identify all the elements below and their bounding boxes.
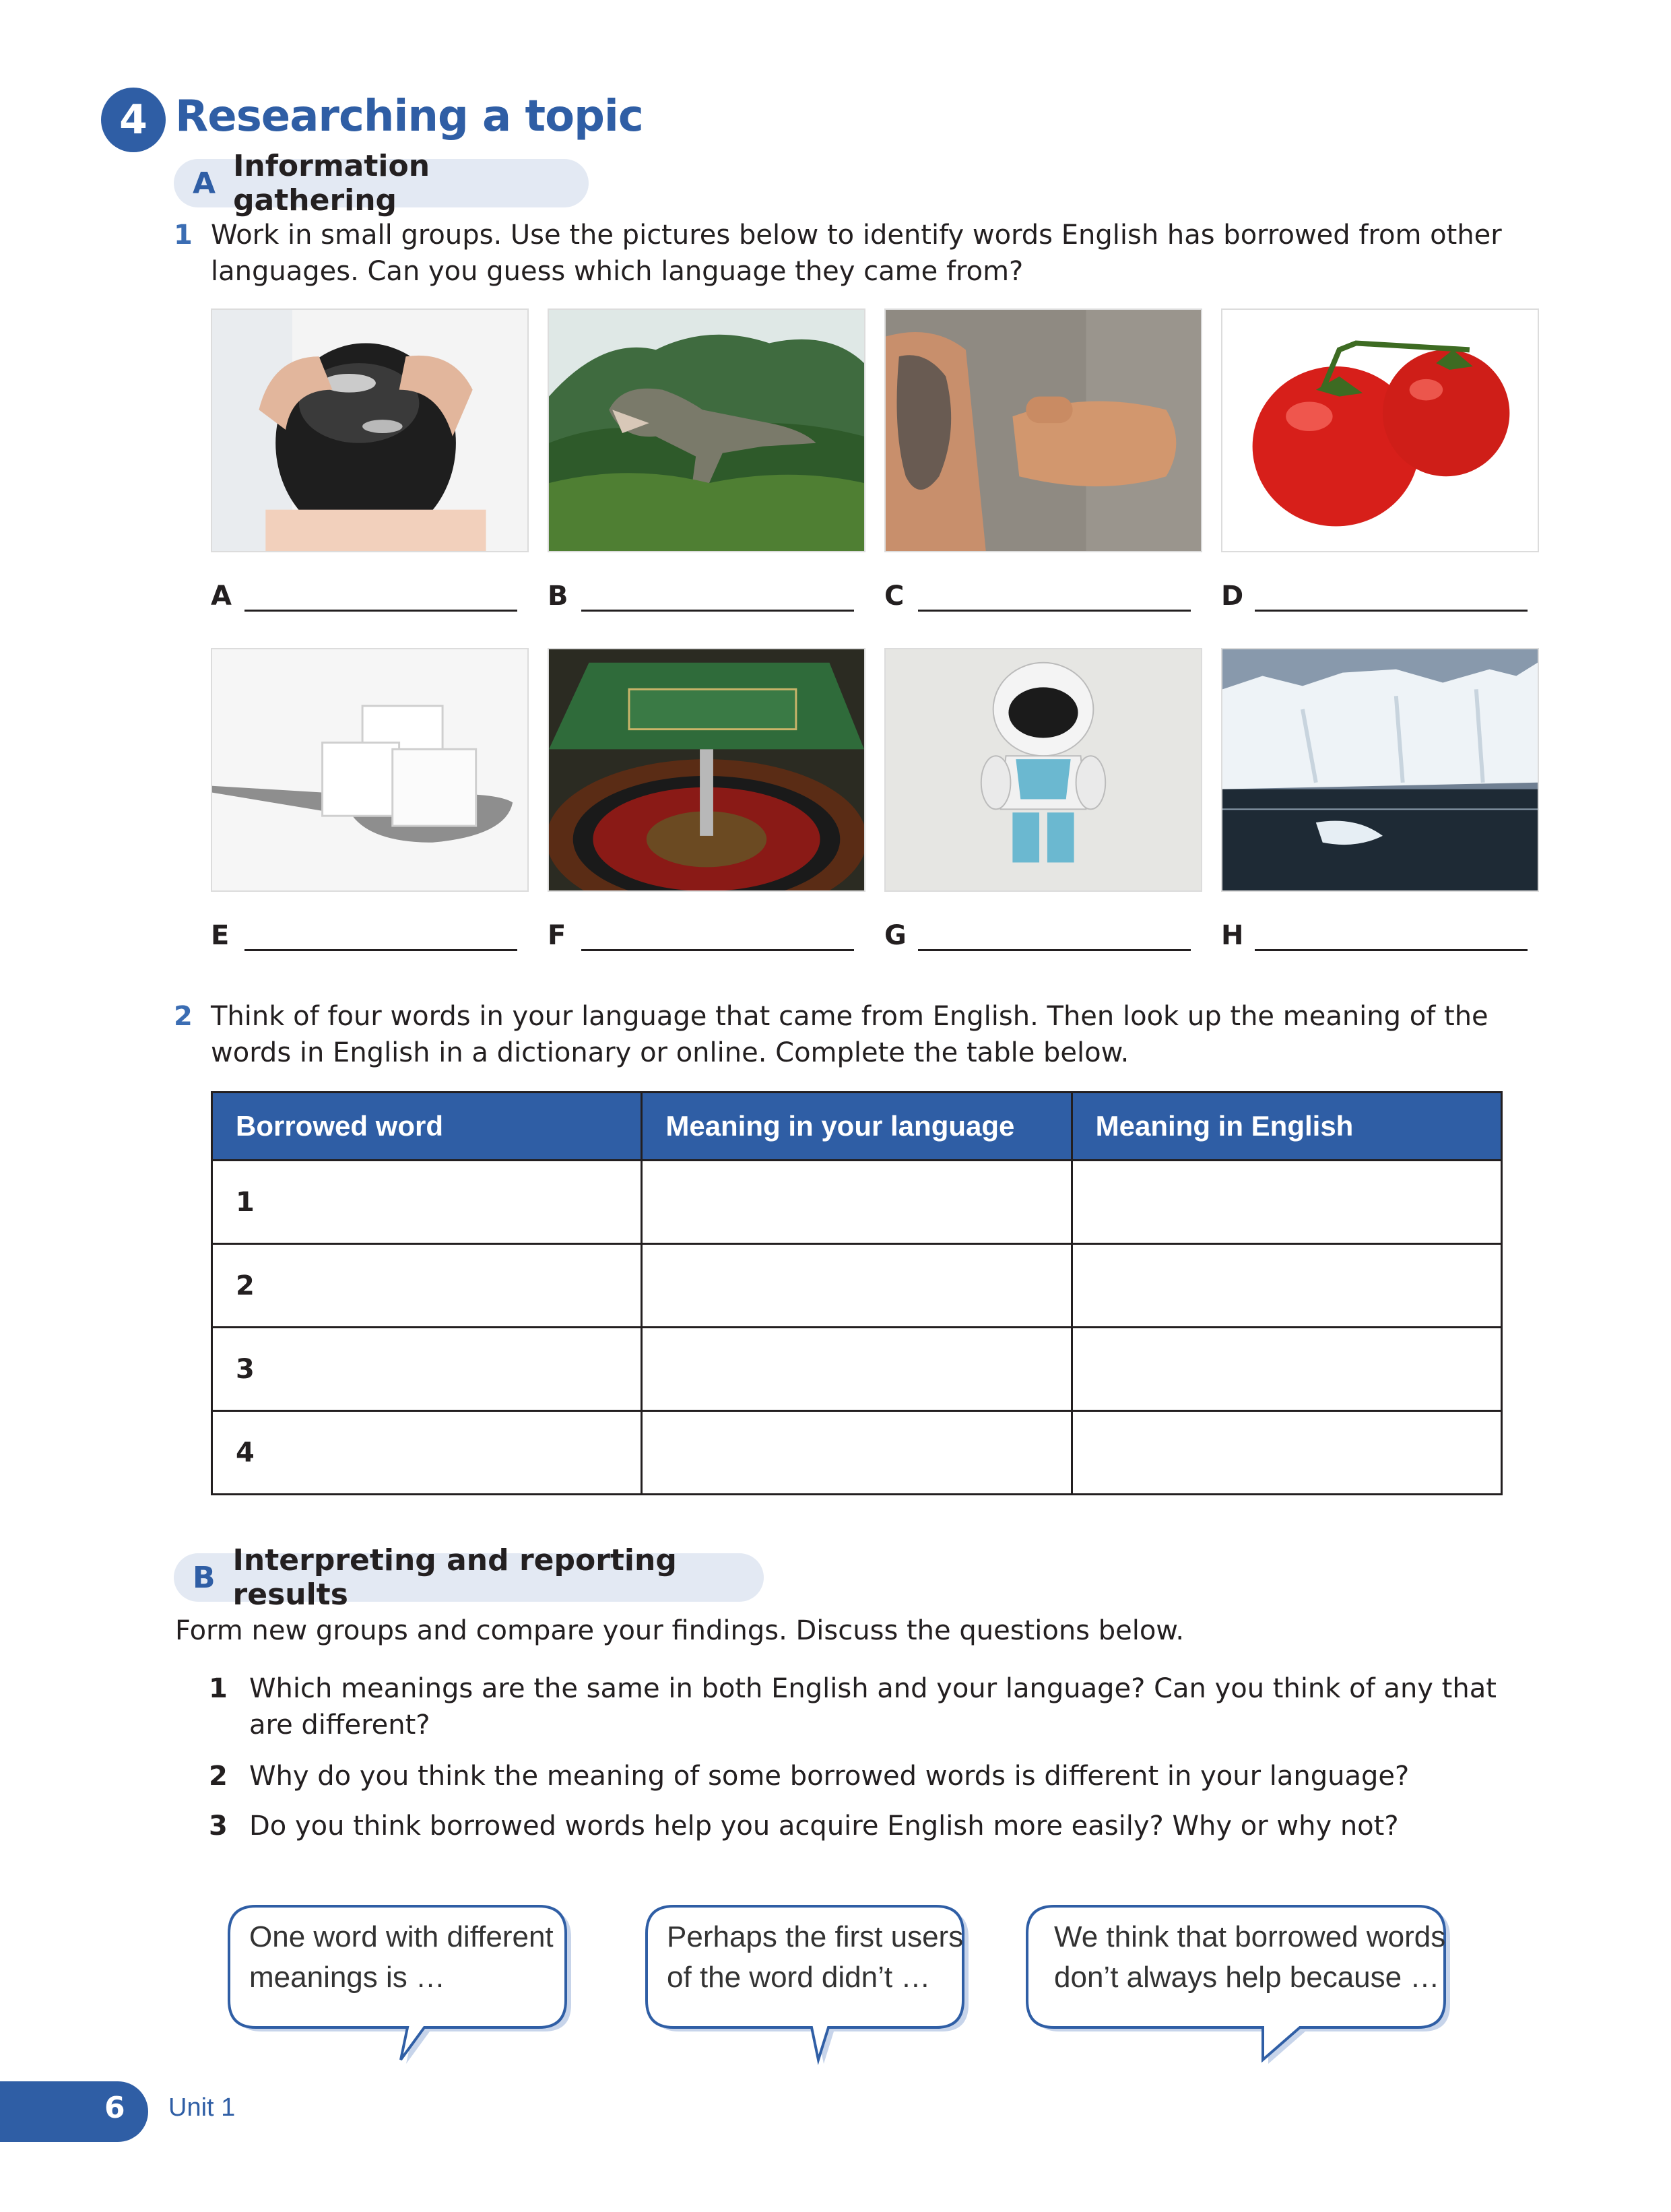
picture-letter: C [884, 581, 905, 612]
table-cell[interactable] [642, 1244, 1072, 1328]
table-cell[interactable] [1072, 1328, 1501, 1411]
page-number: 6 [104, 2091, 125, 2125]
blank-line[interactable] [581, 925, 854, 951]
picture-e-sugar [211, 648, 529, 892]
question-line: Which meanings are the same in both English and your language? Can you think of any that [249, 1673, 1497, 1704]
answer-line-b[interactable] [548, 578, 854, 612]
blank-line[interactable] [581, 585, 854, 612]
picture-f-roulette [548, 648, 865, 892]
picture-c-tattoo [884, 308, 1202, 552]
unit-label: Unit 1 [168, 2093, 236, 2122]
question-1 [209, 1670, 1529, 1745]
bubble-line: Perhaps the first users [667, 1920, 964, 1953]
section-title: Researching a topic [175, 92, 643, 141]
picture-g-robot [884, 648, 1202, 892]
speech-bubble-3 [1054, 1917, 1445, 1998]
table-cell[interactable] [1072, 1161, 1501, 1244]
part-letter: A [193, 166, 216, 201]
picture-b-dinosaur [548, 308, 865, 552]
question-number: 1 [209, 1673, 228, 1704]
picture-letter: A [211, 581, 232, 612]
part-title: Interpreting and reporting results [232, 1543, 677, 1612]
instruction-line: words in English in a dictionary or online. Complete the table below. [211, 1037, 1129, 1068]
table-cell[interactable] [642, 1411, 1072, 1495]
picture-letter: D [1221, 581, 1244, 612]
picture-h-iceberg [1221, 648, 1539, 892]
bubble-line: don’t always help because … [1054, 1961, 1440, 1994]
table-row [212, 1411, 1502, 1495]
table-row [212, 1328, 1502, 1411]
table-cell[interactable] [642, 1161, 1072, 1244]
page-number-tab [0, 2081, 148, 2142]
table-cell[interactable] [642, 1328, 1072, 1411]
blank-line[interactable] [244, 925, 517, 951]
answer-line-g[interactable] [884, 917, 1191, 951]
answer-line-e[interactable] [211, 917, 517, 951]
blank-line[interactable] [244, 585, 517, 612]
question-line: are different? [249, 1710, 430, 1741]
table-row [212, 1161, 1502, 1244]
answer-line-d[interactable] [1221, 578, 1528, 612]
speech-bubble-1 [249, 1917, 554, 1998]
row-number-cell[interactable]: 3 [212, 1328, 642, 1411]
picture-letter: E [211, 920, 230, 951]
question-number: 3 [209, 1811, 228, 1842]
task-2-instructions [211, 998, 1531, 1071]
answer-line-a[interactable] [211, 578, 517, 612]
column-header-meaning-english: Meaning in English [1072, 1093, 1501, 1161]
picture-letter: H [1221, 920, 1244, 951]
bubble-line: We think that borrowed words [1054, 1920, 1446, 1953]
bubble-line: of the word didn’t … [667, 1961, 931, 1994]
row-number-cell[interactable]: 2 [212, 1244, 642, 1328]
answer-line-h[interactable] [1221, 917, 1528, 951]
column-header-meaning-your-language: Meaning in your language [642, 1093, 1072, 1161]
table-header-row [212, 1093, 1502, 1161]
question-number: 2 [209, 1761, 228, 1792]
picture-d-tomato [1221, 308, 1539, 552]
instruction-line: languages. Can you guess which language they came from? [211, 256, 1024, 287]
column-header-borrowed-word: Borrowed word [212, 1093, 642, 1161]
blank-line[interactable] [918, 585, 1191, 612]
speech-bubble-2 [667, 1917, 963, 1998]
picture-a-shampoo [211, 308, 529, 552]
task-number: 1 [174, 220, 193, 251]
task-number: 2 [174, 1001, 193, 1032]
question-text: Do you think borrowed words help you acquire English more easily? Why or why not? [249, 1811, 1399, 1842]
question-2 [209, 1758, 1529, 1798]
picture-letter: B [548, 581, 568, 612]
instruction-line: Work in small groups. Use the pictures below to identify words English has borrowed from other [211, 220, 1502, 251]
picture-letter: F [548, 920, 566, 951]
borrowed-words-table [211, 1091, 1503, 1495]
blank-line[interactable] [918, 925, 1191, 951]
picture-letter: G [884, 920, 907, 951]
table-row [212, 1244, 1502, 1328]
part-a-heading [174, 149, 589, 218]
part-b-heading [174, 1543, 764, 1612]
answer-line-f[interactable] [548, 917, 854, 951]
part-b-intro: Form new groups and compare your findings. Discuss the questions below. [175, 1615, 1185, 1646]
row-number-cell[interactable]: 1 [212, 1161, 642, 1244]
question-3 [209, 1808, 1529, 1848]
part-letter: B [193, 1560, 216, 1595]
answer-line-c[interactable] [884, 578, 1191, 612]
blank-line[interactable] [1255, 925, 1528, 951]
instruction-line: Think of four words in your language that came from English. Then look up the meaning of the [211, 1001, 1488, 1032]
table-cell[interactable] [1072, 1411, 1501, 1495]
row-number-cell[interactable]: 4 [212, 1411, 642, 1495]
task-1-instructions [211, 217, 1531, 290]
question-text [249, 1670, 1497, 1743]
bubble-line: meanings is … [249, 1961, 446, 1994]
table-cell[interactable] [1072, 1244, 1501, 1328]
question-text: Why do you think the meaning of some borrowed words is different in your language? [249, 1761, 1410, 1792]
bubble-line: One word with different [249, 1920, 554, 1953]
blank-line[interactable] [1255, 585, 1528, 612]
part-title: Information gathering [233, 149, 430, 218]
section-number-badge: 4 [101, 88, 166, 152]
